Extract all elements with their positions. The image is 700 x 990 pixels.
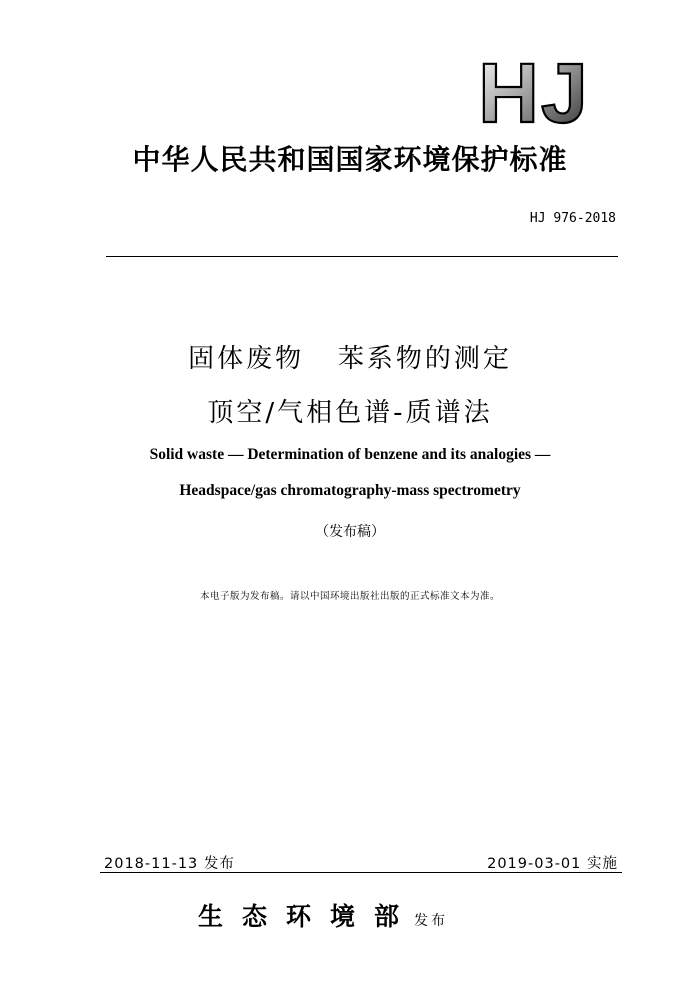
publisher-suffix: 发布 (414, 913, 449, 929)
english-title-line1: Solid waste — Determination of benzene and its analogies — (149, 446, 551, 463)
footer-divider (100, 872, 622, 873)
organization-title: 中华人民共和国国家环境保护标准 (132, 143, 568, 176)
document-title-line2: 顶空/气相色谱-质谱法 (207, 398, 493, 428)
header-divider (106, 256, 618, 257)
publisher (198, 897, 448, 933)
hj-logo-text: HJ (478, 56, 590, 126)
draft-label: （发布稿） (315, 524, 385, 540)
document-title-line1: 固体废物 苯系物的测定 (188, 344, 512, 374)
hj-logo (468, 56, 600, 126)
standard-code: HJ 976-2018 (529, 211, 616, 226)
edition-notice: 本电子版为发布稿。请以中国环境出版社出版的正式标准文本为准。 (199, 591, 500, 602)
english-title-line2: Headspace/gas chromatography-mass spectrometry (179, 482, 521, 499)
issue-date: 2018-11-13 发布 (104, 856, 235, 872)
publisher-name: 生态环境部 (198, 902, 419, 931)
implementation-date: 2019-03-01 实施 (487, 856, 618, 872)
